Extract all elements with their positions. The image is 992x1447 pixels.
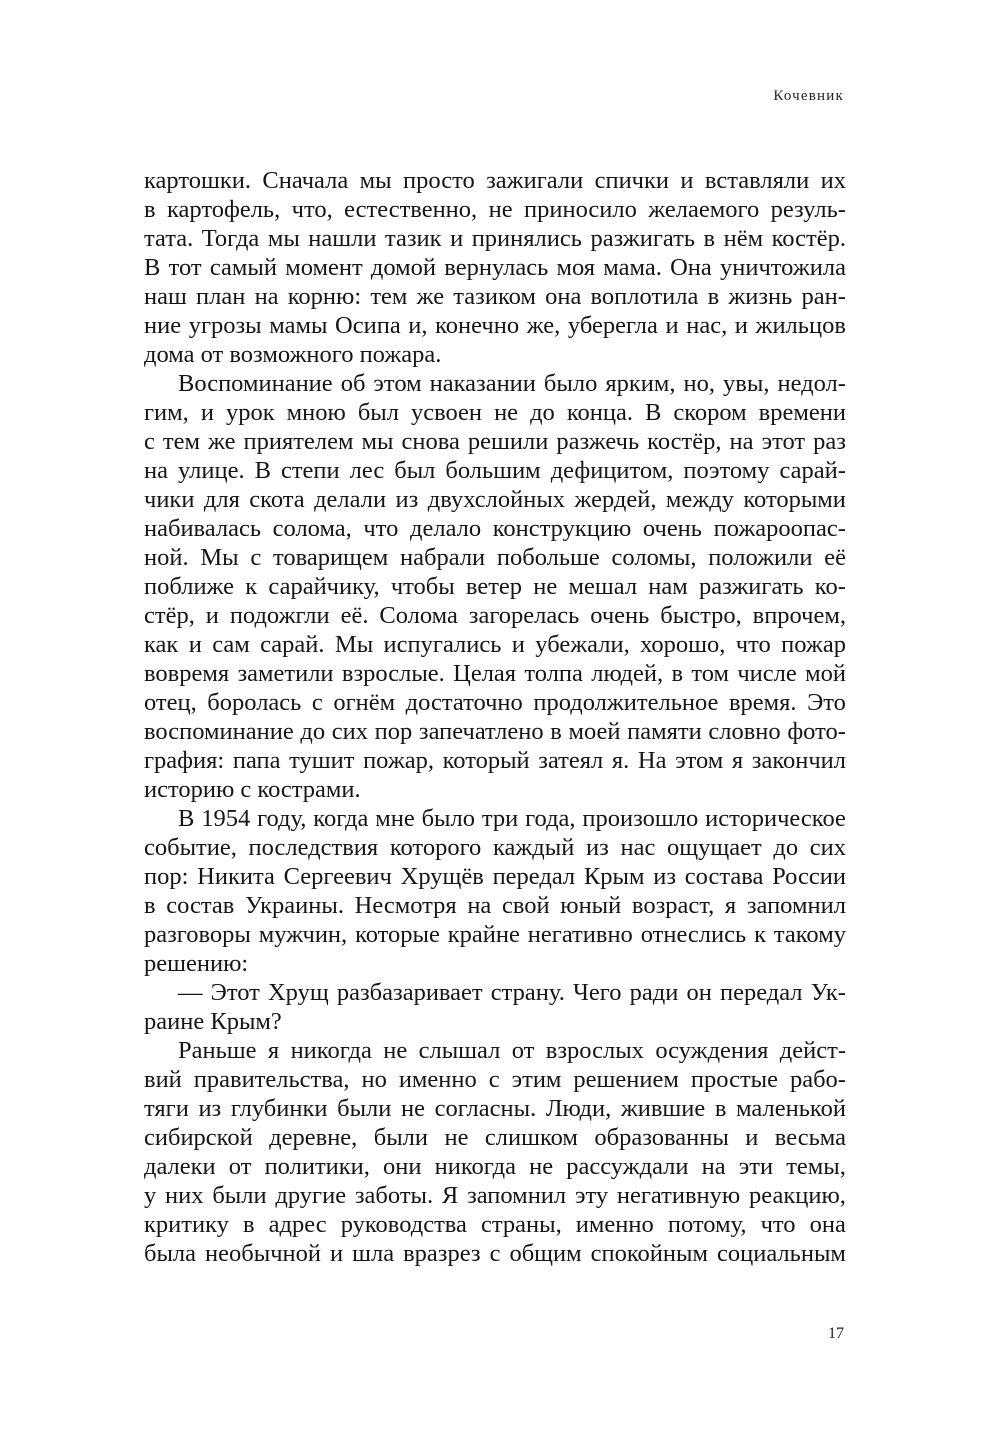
text-line [144, 688, 846, 717]
line-text: пор: Никита Сергеевич Хрущёв передал Крым из состава России [144, 863, 846, 890]
text-line [144, 485, 846, 514]
line-text: дома от возможного пожара. [144, 341, 442, 368]
paragraph [144, 1036, 846, 1268]
text-line [144, 369, 846, 398]
line-text: критику в адрес руководства страны, именно потому, что она [144, 1211, 846, 1238]
line-text: далеки от политики, они никогда не рассуждали на эти темы, [144, 1153, 846, 1180]
line-text: с тем же приятелем мы снова решили разжечь костёр, на этот раз [144, 428, 846, 455]
text-line [144, 1239, 846, 1268]
text-line [144, 862, 846, 891]
line-text: картошки. Сначала мы просто зажигали спички и вставляли их [144, 167, 846, 194]
line-text: набивалась солома, что делало конструкцию очень пожароопас- [144, 515, 846, 542]
text-line [144, 543, 846, 572]
text-line [144, 340, 846, 369]
text-line [144, 311, 846, 340]
line-text: тяги из глубинки были не согласны. Люди, жившие в маленькой [144, 1095, 846, 1122]
line-text: гим, и урок мною был усвоен не до конца. В скором времени [144, 399, 846, 426]
text-line [144, 833, 846, 862]
line-text: В тот самый момент домой вернулась моя мама. Она уничтожила [144, 254, 846, 281]
text-line [144, 746, 846, 775]
text-line [144, 1065, 846, 1094]
line-text: вий правительства, но именно с этим решением простые рабо- [144, 1066, 846, 1093]
text-line [144, 920, 846, 949]
text-line [144, 978, 846, 1007]
paragraph [144, 804, 846, 978]
text-line [144, 630, 846, 659]
line-text: вовремя заметили взрослые. Целая толпа людей, в том числе мой [144, 660, 846, 687]
line-text: стёр, и подожгли её. Солома загорелась очень быстро, впрочем, [144, 602, 846, 629]
page-number: 17 [828, 1325, 844, 1342]
text-line [144, 166, 846, 195]
line-text: Раньше я никогда не слышал от взрослых осуждения дейст- [178, 1037, 846, 1064]
line-text: — Этот Хрущ разбазаривает страну. Чего ради он передал Ук- [178, 979, 846, 1006]
line-text: историю с кострами. [144, 776, 361, 803]
line-text: чики для скота делали из двухслойных жердей, между которыми [144, 486, 846, 513]
line-text: в картофель, что, естественно, не приносило желаемого резуль- [144, 196, 846, 223]
line-text: отец, боролась с огнём достаточно продолжительное время. Это [144, 689, 846, 716]
text-line [144, 891, 846, 920]
line-text: как и сам сарай. Мы испугались и убежали, хорошо, что пожар [144, 631, 846, 658]
line-text: наш план на корню: тем же тазиком она воплотила в жизнь ран- [144, 283, 846, 310]
text-line [144, 804, 846, 833]
text-line [144, 224, 846, 253]
text-line [144, 1123, 846, 1152]
line-text: тата. Тогда мы нашли тазик и принялись разжигать в нём костёр. [144, 225, 846, 252]
line-text: поближе к сарайчику, чтобы ветер не мешал нам разжигать ко- [144, 573, 846, 600]
text-line [144, 195, 846, 224]
text-line [144, 1152, 846, 1181]
text-line [144, 659, 846, 688]
line-text: разговоры мужчин, которые крайне негативно отнеслись к такому [144, 921, 846, 948]
text-line [144, 456, 846, 485]
line-text: решению: [144, 950, 249, 977]
paragraph [144, 369, 846, 804]
line-text: графия: папа тушит пожар, который затеял я. На этом я закончил [144, 747, 846, 774]
text-line [144, 1210, 846, 1239]
text-line [144, 601, 846, 630]
line-text: раине Крым? [144, 1008, 282, 1035]
text-line [144, 717, 846, 746]
text-line [144, 1036, 846, 1065]
line-text: в состав Украины. Несмотря на свой юный возраст, я запомнил [144, 892, 846, 919]
line-text: ной. Мы с товарищем набрали побольше соломы, положили её [144, 544, 846, 571]
text-line [144, 514, 846, 543]
line-text: Воспоминание об этом наказании было ярким, но, увы, недол- [178, 370, 846, 397]
line-text: воспоминание до сих пор запечатлено в моей памяти словно фото- [144, 718, 846, 745]
line-text: была необычной и шла вразрез с общим спокойным социальным [144, 1240, 846, 1267]
text-line [144, 949, 846, 978]
line-text: событие, последствия которого каждый из нас ощущает до сих [144, 834, 846, 861]
running-head: Кочевник [773, 88, 844, 104]
line-text: ние угрозы мамы Осипа и, конечно же, уберегла и нас, и жильцов [144, 312, 846, 339]
paragraph [144, 166, 846, 369]
text-line [144, 427, 846, 456]
line-text: В 1954 году, когда мне было три года, произошло историческое [178, 805, 846, 832]
line-text: на улице. В степи лес был большим дефицитом, поэтому сарай- [144, 457, 846, 484]
body-text [144, 166, 846, 1268]
line-text: сибирской деревне, были не слишком образованны и весьма [144, 1124, 846, 1151]
text-line [144, 282, 846, 311]
paragraph [144, 978, 846, 1036]
text-line [144, 775, 846, 804]
text-line [144, 572, 846, 601]
text-line [144, 253, 846, 282]
text-line [144, 1181, 846, 1210]
text-line [144, 1094, 846, 1123]
text-line [144, 1007, 846, 1036]
line-text: у них были другие заботы. Я запомнил эту негативную реакцию, [144, 1182, 846, 1209]
text-line [144, 398, 846, 427]
